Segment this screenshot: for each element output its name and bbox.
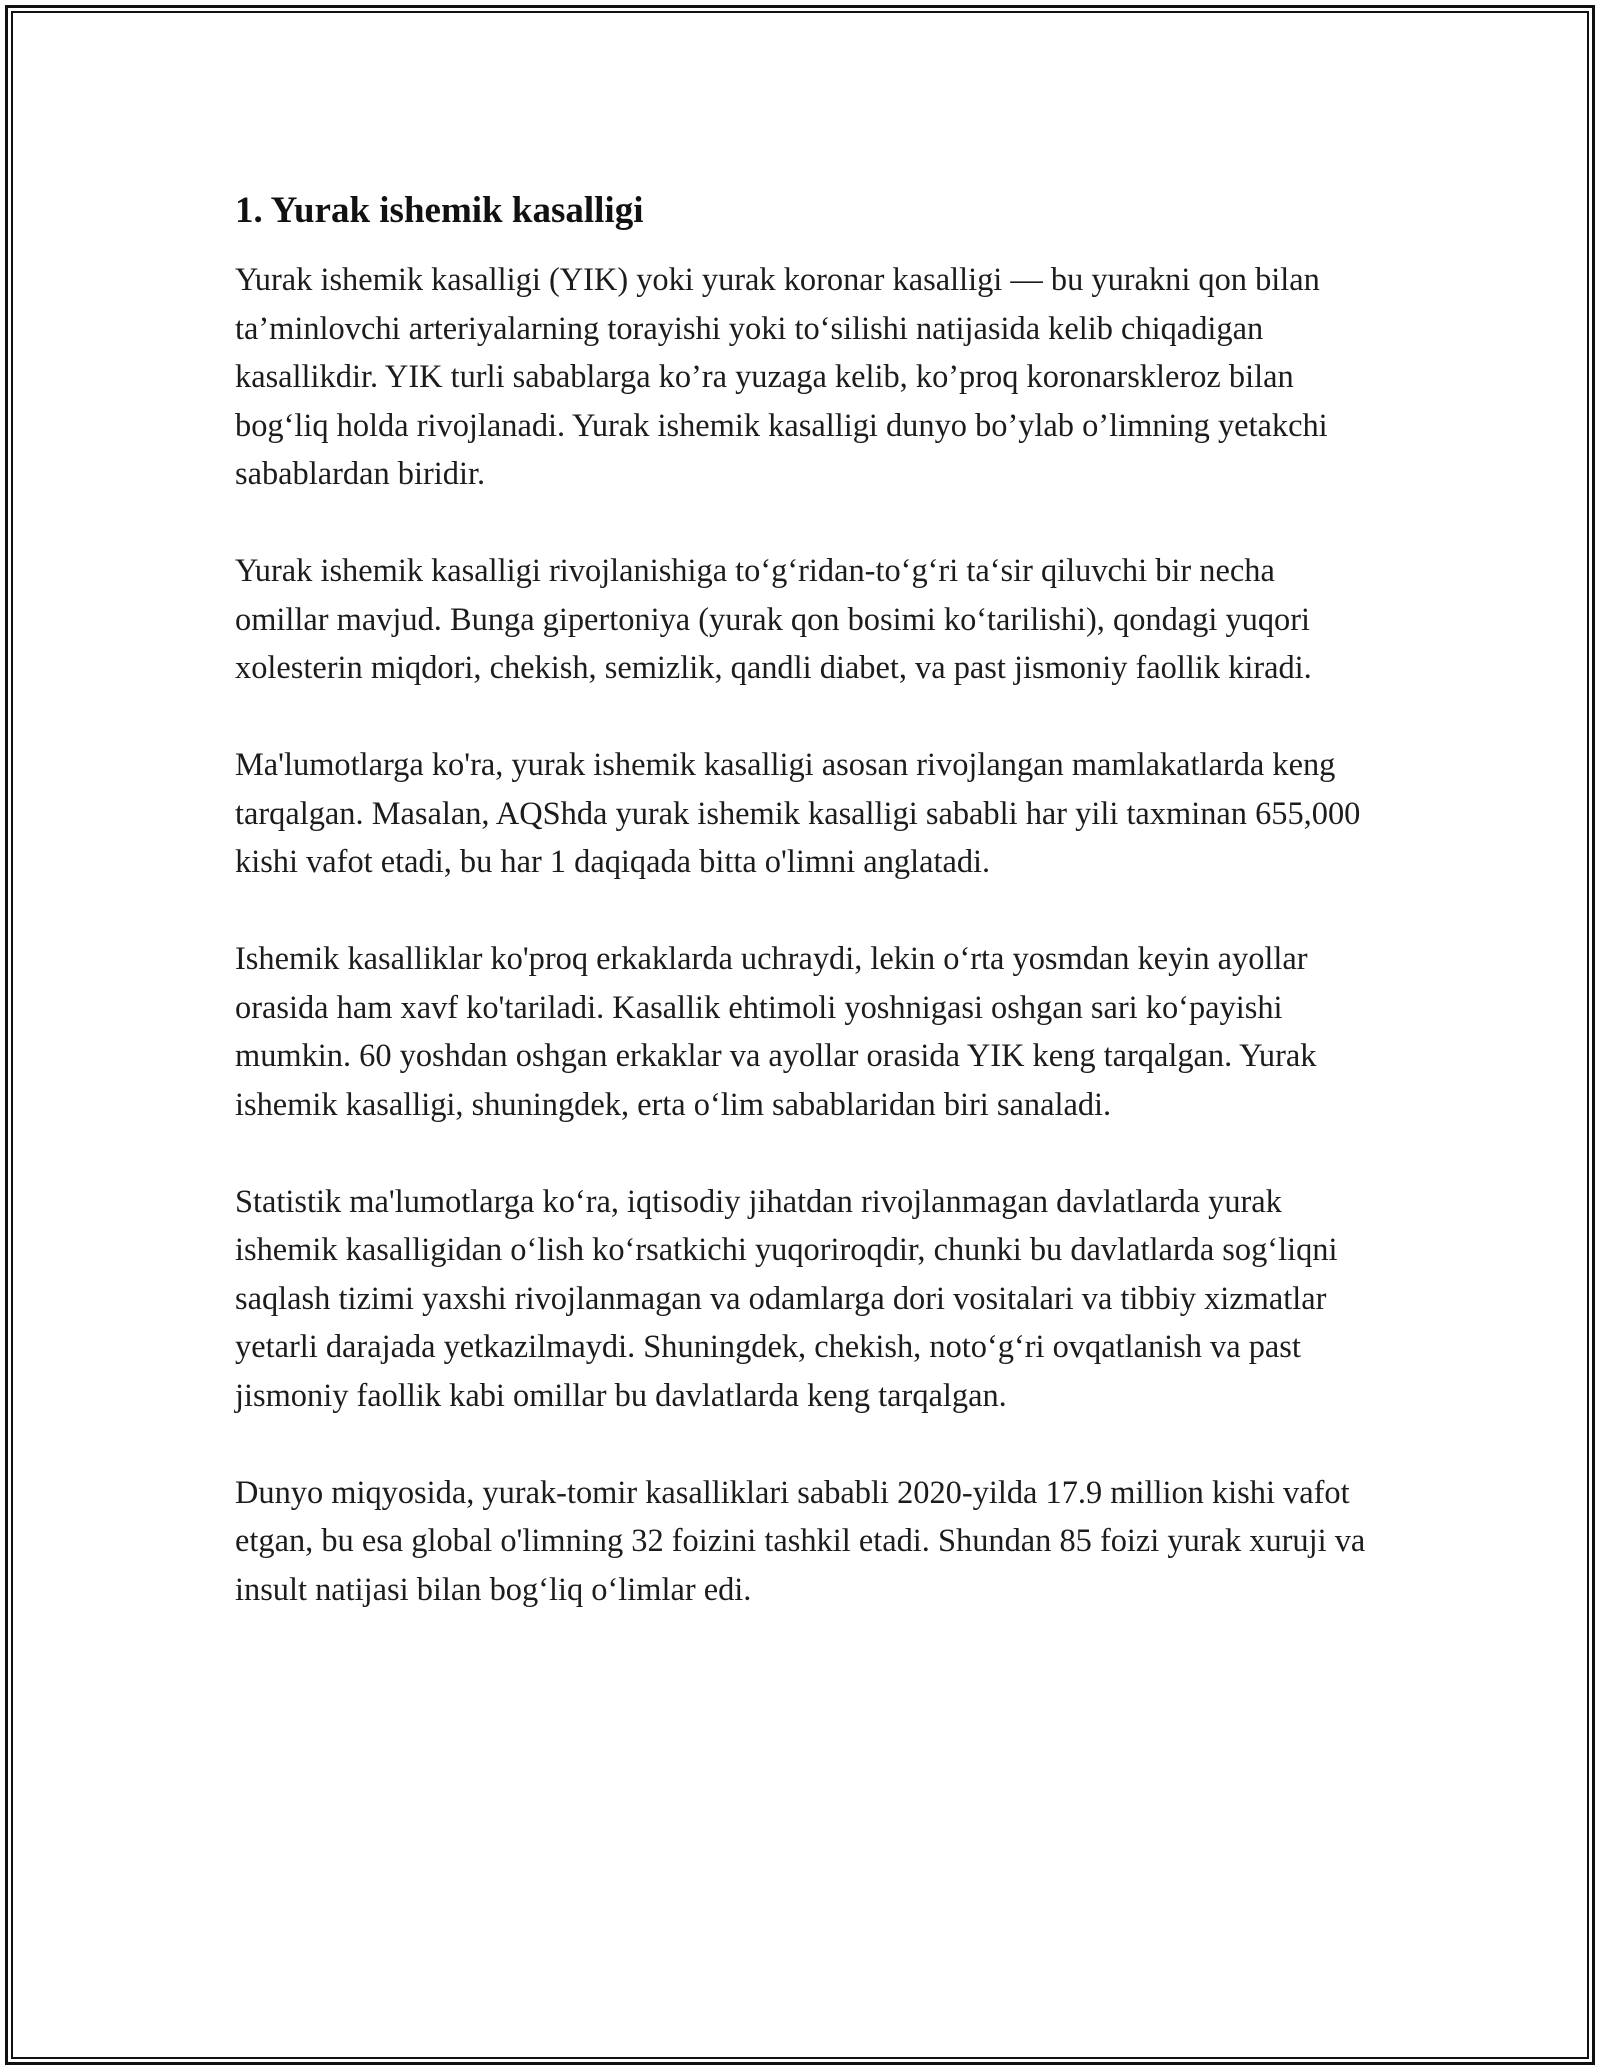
paragraph-prevalence: Ma'lumotlarga ko'ra, yurak ishemik kasalligi asosan rivojlangan mamlakatlarda keng tarqalgan. Masalan, AQShda yurak ishemik kasalligi sababli har yili taxminan 655,000 kishi vafot etadi, bu har 1 daqiqada bitta o'limni anglatadi. [235,747,1361,880]
document-body [235,188,1375,1663]
paragraph-statistics: Statistik ma'lumotlarga ko‘ra, iqtisodiy jihatdan rivojlanmagan davlatlarda yurak ishemik kasalligidan o‘lish ko‘rsatkichi yuqoriroqdir, chunki bu davlatlarda sog‘liqni saqlash tizimi yaxshi rivojlanmagan va odamlarga dori vositalari va tibbiy xizmatlar yetarli darajada yetkazilmaydi. Shuningdek, chekish, noto‘g‘ri ovqatlanish va past jismoniy faollik kabi omillar bu davlatlarda keng tarqalgan. [235,1183,1338,1414]
section-heading: 1. Yurak ishemik kasalligi [235,190,644,231]
paragraph-risk-factors: Yurak ishemik kasalligi rivojlanishiga to‘g‘ridan-to‘g‘ri ta‘sir qiluvchi bir necha omillar mavjud. Bunga gipertoniya (yurak qon bosimi ko‘tarilishi), qondagi yuqori xolesterin miqdori, chekish, semizlik, qandli diabet, va past jismoniy faollik kiradi. [235,553,1312,686]
paragraph-demographics: Ishemik kasalliklar ko'proq erkaklarda uchraydi, lekin o‘rta yosmdan keyin ayollar orasida ham xavf ko'tariladi. Kasallik ehtimoli yoshnigasi oshgan sari ko‘payishi mumkin. 60 yoshdan oshgan erkaklar va ayollar orasida YIK keng tarqalgan. Yurak ishemik kasalligi, shuningdek, erta o‘lim sabablaridan biri sanaladi. [235,941,1317,1123]
paragraph-global-mortality: Dunyo miqyosida, yurak-tomir kasalliklari sababli 2020-yilda 17.9 million kishi vafot etgan, bu esa global o'limning 32 foizini tashkil etadi. Shundan 85 foizi yurak xuruji va insult natijasi bilan bog‘liq o‘limlar edi. [235,1474,1366,1608]
paragraph-definition: Yurak ishemik kasalligi (YIK) yoki yurak koronar kasalligi — bu yurakni qon bilan ta’minlovchi arteriyalarning torayishi yoki to‘silishi natijasida kelib chiqadigan kasallikdir. YIK turli sabablarga ko’ra yuzaga kelib, ko’proq koronarskleroz bilan bog‘liq holda rivojlanadi. Yurak ishemik kasalligi dunyo bo’ylab o’limning yetakchi sabablardan biridir. [235,262,1328,492]
